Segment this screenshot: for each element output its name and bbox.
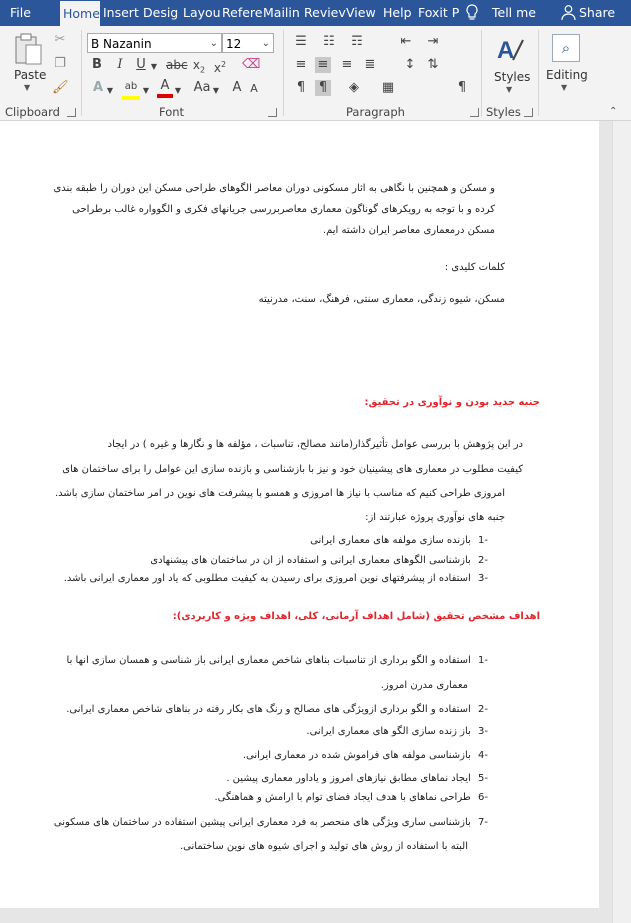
shading-icon[interactable]: ◈ [349, 80, 359, 95]
person-icon [561, 0, 577, 26]
list-number: 7- [478, 817, 488, 828]
intro-line: و مسکن و همچنین با نگاهی به اثار مسکونی دوران معاصر الگوهای طراحی مسکن این دوران را طبقه بندی [53, 183, 495, 194]
strikethrough-icon[interactable]: abc [166, 58, 188, 72]
list-number: 2- [478, 555, 488, 566]
chevron-down-icon[interactable]: ▼ [174, 86, 182, 95]
list-item-continuation: البته با استفاده از روش های تولید و اجرای شیوه های نوین ساختمانی. [179, 841, 468, 852]
ribbon [0, 26, 631, 121]
styles-icon [495, 34, 525, 64]
tab-insert[interactable]: Insert [103, 5, 139, 20]
intro-line: کرده و با توجه به رویکرهای گوناگون معماری معاصربررسی جریانهای فکری و الگوواره غالب برطراحی [72, 204, 495, 215]
editing-button[interactable] [544, 32, 592, 98]
tab-mailings[interactable]: Mailin [263, 5, 300, 20]
font-size-value: 12 [226, 37, 242, 51]
collapse-ribbon-icon[interactable]: ⌃ [609, 106, 618, 117]
list-text: بازنده سازی مولفه های معماری ایرانی [310, 535, 471, 546]
body-line: امروزی طراحی کنیم که مناسب با نیاز ها امروزی و همسو با پیشرفت های نوین در امر ساختمان سازی باشد. [54, 488, 505, 499]
font-group-label: Font [159, 105, 185, 119]
numbering-icon[interactable]: ☷ [323, 34, 335, 49]
list-text: بازشناسی ساری ویژگی های منحصر به فرد معماری ایرانی پیشین استفاده در ساختمان های مسکونی [53, 817, 471, 828]
subscript-icon[interactable]: $x_2$ [192, 58, 206, 75]
svg-text:A: A [497, 37, 515, 64]
shrink-font-icon[interactable]: A [250, 82, 258, 95]
tab-references[interactable]: Refere [222, 5, 263, 20]
tab-home[interactable]: Home [60, 1, 100, 26]
ltr-icon[interactable]: ¶ [296, 80, 306, 95]
cut-icon[interactable]: ✂ [54, 32, 66, 47]
chevron-down-icon[interactable]: ▼ [150, 62, 158, 71]
list-item [306, 726, 488, 737]
chevron-down-icon: ⌄ [261, 38, 270, 49]
styles-button[interactable] [488, 32, 532, 98]
list-number: 6- [478, 792, 488, 803]
change-case-icon[interactable]: Aa [193, 80, 211, 95]
list-number: 1- [478, 655, 488, 666]
highlight-icon[interactable]: ab [122, 78, 140, 100]
paste-label: Paste [14, 68, 47, 82]
underline-icon[interactable]: U [136, 57, 146, 72]
list-item [67, 655, 488, 666]
paragraph-launcher-icon[interactable] [470, 108, 479, 117]
list-item [66, 704, 488, 715]
divider [481, 30, 482, 116]
list-item [310, 535, 488, 546]
share-button[interactable]: Share [579, 5, 616, 20]
bullets-icon[interactable]: ☰ [295, 34, 307, 49]
lightbulb-icon [465, 0, 481, 26]
chevron-down-icon: ▼ [506, 85, 513, 94]
sort-icon[interactable]: ⇅ [427, 57, 439, 72]
justify-icon[interactable]: ≣ [364, 57, 376, 72]
bold-icon[interactable]: B [92, 57, 102, 72]
list-text: استفاده و الگو برداری ازویژگی های مصالح و رنگ های بکار رفته در بناهای شاخص معماری ایرانی. [66, 704, 471, 715]
superscript-icon[interactable]: $x^2$ [213, 60, 227, 75]
list-text: باز زنده سازی الگو های معماری ایرانی. [306, 726, 471, 737]
font-color-icon[interactable]: A [157, 78, 173, 98]
styles-group-label: Styles [486, 105, 521, 119]
ribbon-tab-bar [0, 0, 631, 26]
font-size-combo[interactable] [222, 33, 274, 53]
paragraph-group-label: Paragraph [346, 105, 405, 119]
clipboard-group-label: Clipboard [5, 105, 60, 119]
document-area [0, 121, 631, 923]
chevron-down-icon: ▼ [561, 83, 568, 92]
body-line: جنبه های نوآوری پروژه عبارتند از: [365, 512, 505, 523]
tab-layout[interactable]: Layou [183, 5, 221, 20]
multilevel-list-icon[interactable]: ☶ [351, 34, 363, 49]
section-heading: اهداف مشخص تحقیق (شامل اهداف آرمانی، کلی، اهداف ویژه و کاربردی): [172, 611, 540, 622]
align-center-icon[interactable]: ≡ [315, 57, 331, 73]
font-launcher-icon[interactable] [268, 108, 277, 117]
chevron-down-icon: ▼ [24, 83, 31, 92]
copy-icon[interactable]: ❐ [54, 56, 66, 71]
font-name-value: B Nazanin [91, 37, 152, 51]
chevron-down-icon[interactable]: ▼ [142, 86, 150, 95]
list-number: 1- [478, 535, 488, 546]
italic-icon[interactable]: I [117, 57, 123, 72]
font-name-combo[interactable] [87, 33, 222, 53]
list-item [243, 750, 488, 761]
styles-launcher-icon[interactable] [524, 108, 533, 117]
chevron-down-icon[interactable]: ▼ [212, 86, 220, 95]
clipboard-launcher-icon[interactable] [67, 108, 76, 117]
paste-button[interactable] [8, 32, 48, 94]
tab-help[interactable]: Help [383, 5, 412, 20]
tab-file[interactable]: File [10, 5, 31, 20]
tab-view[interactable]: View [346, 5, 376, 20]
rtl-icon[interactable]: ¶ [315, 80, 331, 96]
show-marks-icon[interactable]: ¶ [457, 80, 467, 95]
line-spacing-icon[interactable]: ↕ [404, 57, 416, 72]
align-right-icon[interactable]: ≡ [341, 57, 353, 72]
clipboard-icon [13, 32, 43, 66]
search-icon: ⌕ [552, 34, 580, 62]
tab-foxit-pdf[interactable]: Foxit P [418, 5, 460, 20]
divider [283, 30, 284, 116]
borders-icon[interactable]: ▦ [381, 80, 395, 95]
list-text: بازشناسی الگوهای معماری ایرانی و استفاده از ان در ساختمان های پیشنهادی [150, 555, 471, 566]
list-item [214, 792, 488, 803]
divider [538, 30, 539, 116]
clear-formatting-icon[interactable]: ⌫ [242, 57, 261, 72]
list-text: استفاده از پیشرفتهای نوین امروزی برای رسیدن به کیفیت مطلوبی که یاد اور معماری ایرانی باشد. [63, 573, 471, 584]
increase-indent-icon[interactable]: ⇥ [427, 34, 439, 49]
styles-label: Styles [494, 70, 531, 84]
vertical-scrollbar[interactable] [612, 121, 631, 923]
keywords-label: کلمات کلیدی : [444, 262, 505, 273]
list-item [54, 817, 488, 828]
list-text: بازشناسی مولفه های فراموش شده در معماری ایرانی. [242, 750, 471, 761]
list-text: ایجاد نماهای مطابق نیازهای امروز و یاداور معماری پیشین . [226, 773, 471, 784]
list-text: طراحی نماهای با هدف ایجاد فضای توام با ارامش و هماهنگی. [214, 792, 471, 803]
body-line: کیفیت مطلوب در معماری های پیشینیان خود و نیز با بازشناسی و بازنده سازی این عوامل را برای ساختمان های [62, 464, 523, 475]
grow-font-icon[interactable]: A [232, 80, 242, 95]
list-item-continuation: معماری مدرن امروز. [380, 680, 468, 691]
chevron-down-icon[interactable]: ▼ [106, 86, 114, 95]
format-painter-icon[interactable]: 🖌 [52, 80, 69, 95]
align-left-icon[interactable]: ≡ [295, 57, 307, 72]
divider [81, 30, 82, 116]
tell-me-search[interactable]: Tell me [492, 5, 536, 20]
list-text: استفاده و الگو برداری از تناسبات بناهای شاخص معماری ایرانی باز شناسی و همسان سازی انها با [66, 655, 471, 666]
keywords-text: مسکن، شیوه زندگی، معماری سنتی، فرهنگ، سنت، مدرنیته [258, 294, 505, 305]
editing-label: Editing [546, 68, 588, 82]
list-item [64, 573, 488, 584]
tab-review[interactable]: Reviev [304, 5, 346, 20]
document-page[interactable] [0, 121, 599, 908]
chevron-down-icon: ⌄ [209, 38, 218, 49]
section-heading: جنبه جدید بودن و نوآوری در تحقیق: [364, 397, 540, 408]
list-number: 4- [478, 750, 488, 761]
list-item [226, 773, 488, 784]
list-number: 5- [478, 773, 488, 784]
list-number: 3- [478, 726, 488, 737]
tab-design[interactable]: Desig [143, 5, 179, 20]
intro-line: مسکن درمعماری معاصر ایران داشته ایم. [322, 225, 495, 236]
text-effects-icon[interactable]: A [92, 80, 104, 95]
list-item [150, 555, 488, 566]
decrease-indent-icon[interactable]: ⇤ [400, 34, 412, 49]
list-number: 3- [478, 573, 488, 584]
list-number: 2- [478, 704, 488, 715]
body-line: در این پژوهش با بررسی عوامل تأثیرگذار(مانند مصالح، تناسبات ، مؤلفه ها و نگارها و غیره ) در ایجاد [107, 439, 523, 450]
